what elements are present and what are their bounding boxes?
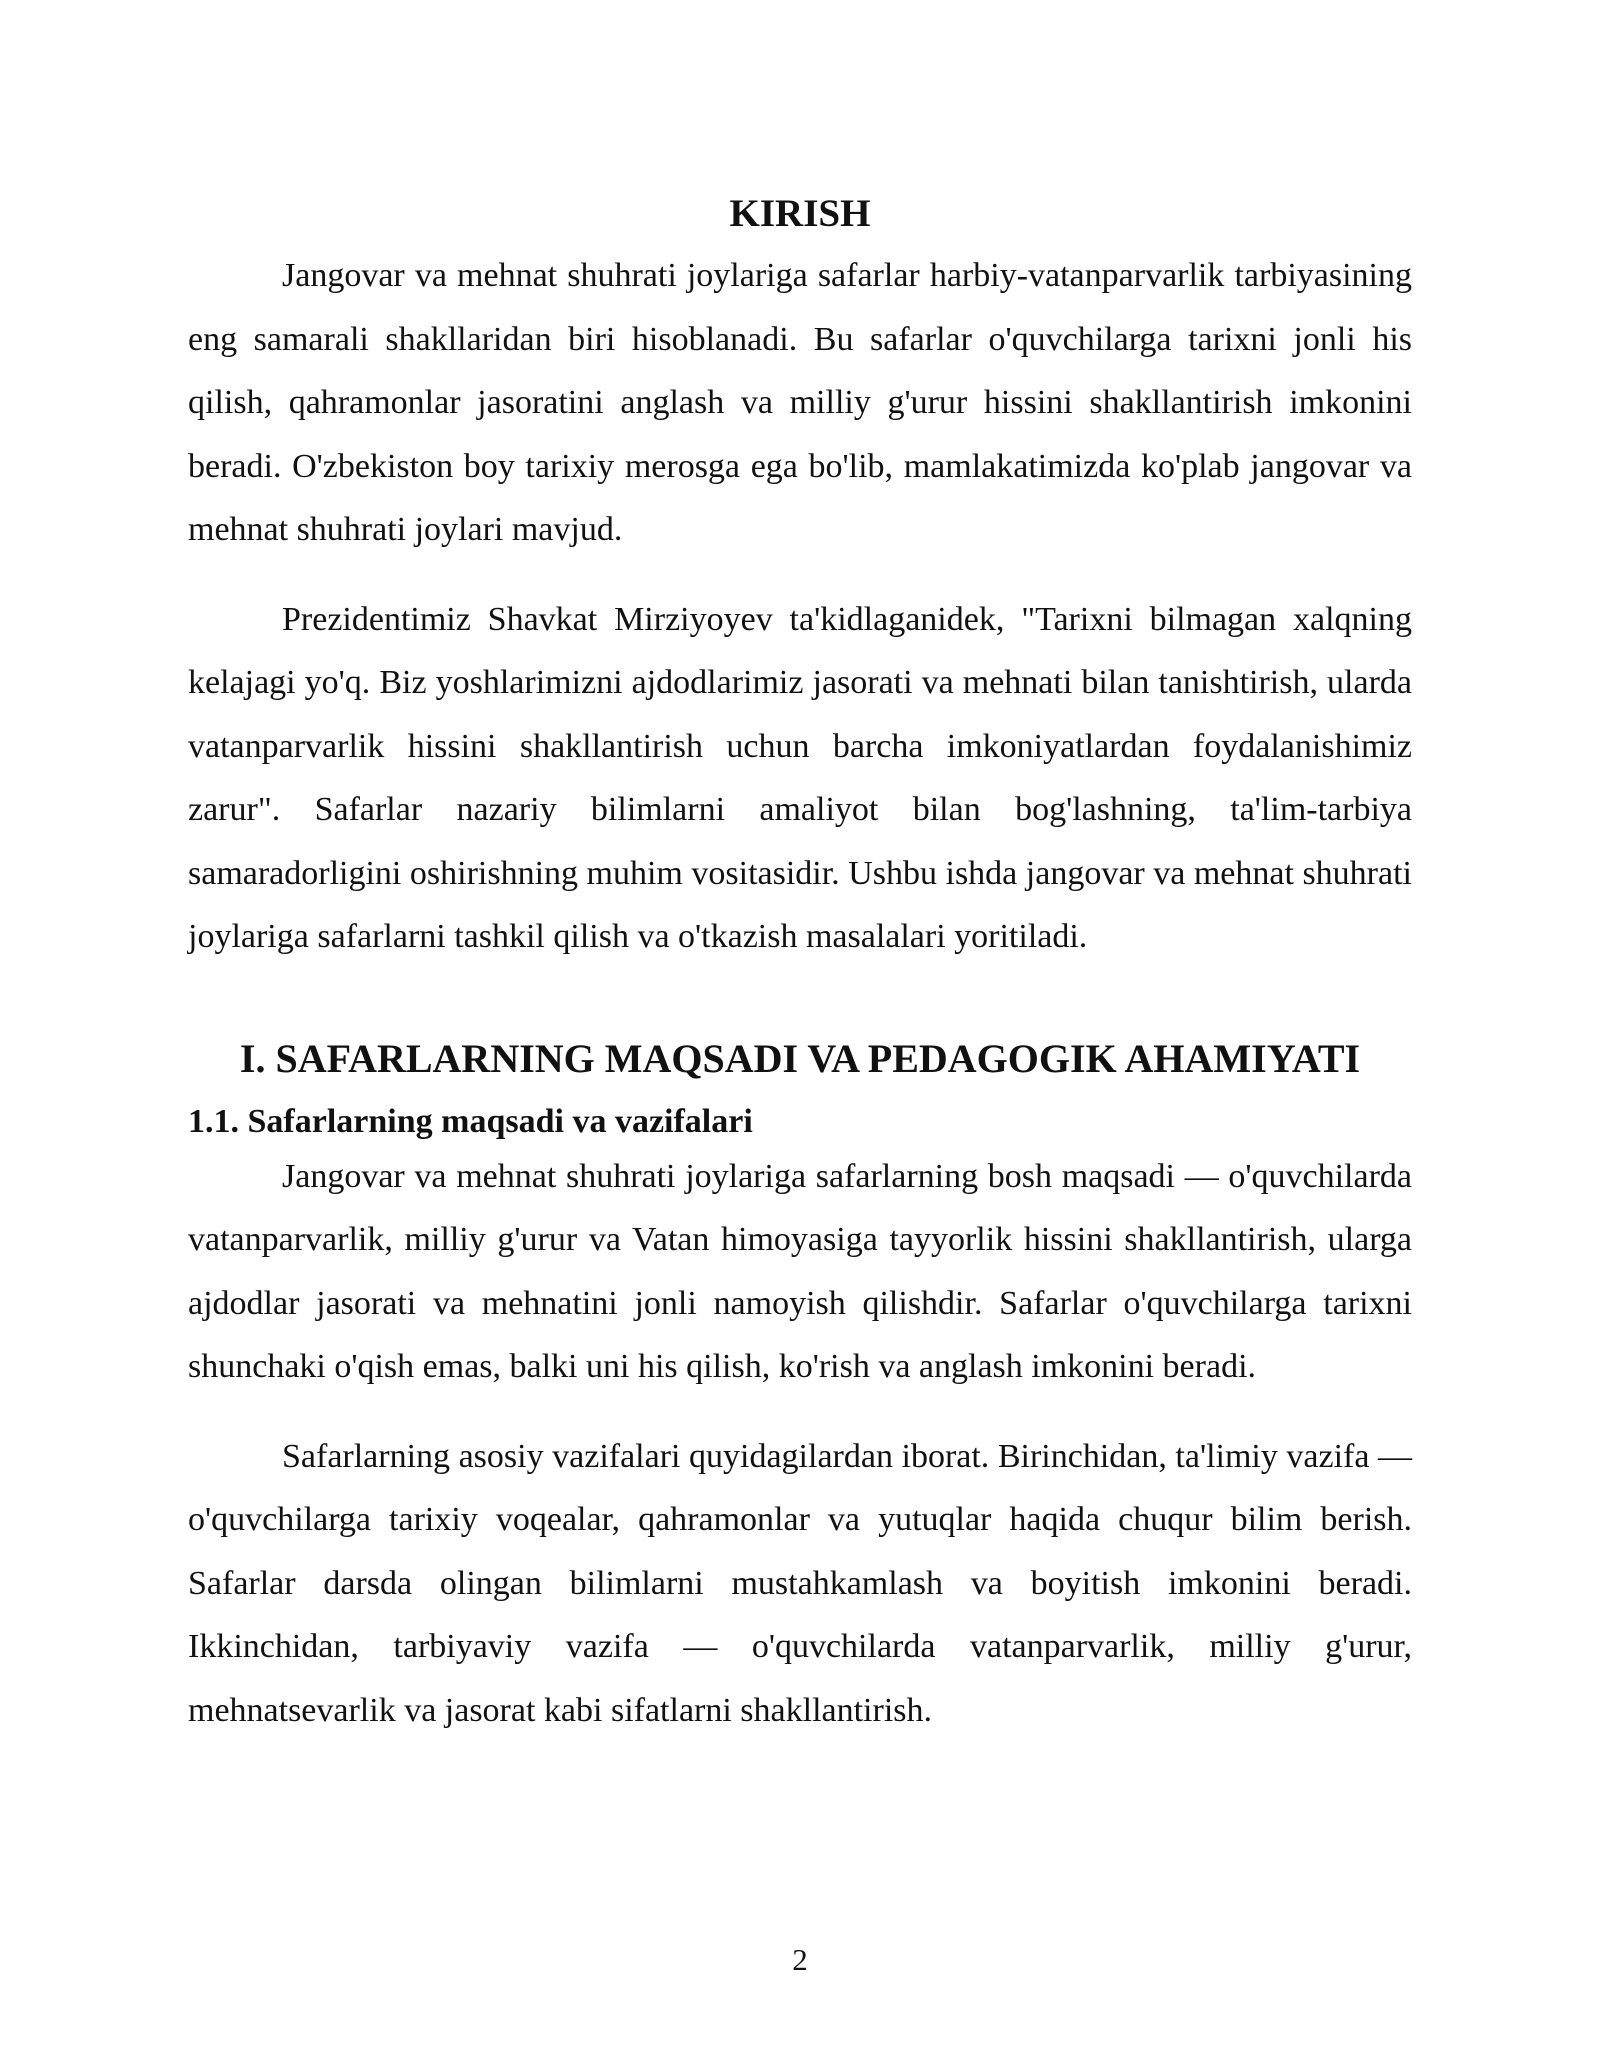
paragraph-spacer — [188, 562, 1412, 588]
intro-paragraph-1: Jangovar va mehnat shuhrati joylariga safarlar harbiy-vatanparvarlik tarbiyasining eng samarali shakllaridan biri hisoblanadi. Bu safarlar o'quvchilarga tarixni jonli his qilish, qahramonlar jasoratini anglash va milliy g'urur hissini shakllantirish imkonini beradi. O'zbekiston boy tarixiy merosga ega bo'lib, mamlakatimizda ko'plab jangovar va mehnat shuhrati joylari mavjud. — [188, 257, 1412, 548]
section-paragraph-1: Jangovar va mehnat shuhrati joylariga safarlarning bosh maqsadi — o'quvchilarda vatanparvarlik, milliy g'urur va Vatan himoyasiga tayyorlik hissini shakllantirish, ularga ajdodlar jasorati va mehnatini jonli namoyish qilishdir. Safarlar o'quvchilarga tarixni shunchaki o'qish emas, balki uni his qilish, ko'rish va anglash imkonini beradi. — [188, 1157, 1412, 1385]
intro-paragraph-2: Prezidentimiz Shavkat Mirziyoyev ta'kidlaganidek, "Tarixni bilmagan xalqning kelajagi yo'q. Biz yoshlarimizni ajdodlarimiz jasorati va mehnati bilan tanishtirish, ularda vatanparvarlik hissini shakllantirish uchun barcha imkoniyatlardan foydalanishimiz zarur". Safarlar nazariy bilimlarni amaliyot bilan bog'lashning, ta'lim-tarbiya samaradorligini oshirishning muhim vositasidir. Ushbu ishda jangovar va mehnat shuhrati joylariga safarlarni tashkil qilish va o'tkazish masalalari yoritiladi. — [188, 600, 1412, 955]
section-paragraph-2: Safarlarning asosiy vazifalari quyidagilardan iborat. Birinchidan, ta'limiy vazifa — o'quvchilarga tarixiy voqealar, qahramonlar va yutuqlar haqida chuqur bilim berish. Safarlar darsda olingan bilimlarni mustahkamlash va boyitish imkonini beradi. Ikkinchidan, tarbiyaviy vazifa — o'quvchilarda vatanparvarlik, milliy g'urur, mehnatsevarlik va jasorat kabi sifatlarni shakllantirish. — [188, 1437, 1412, 1729]
section-title: I. SAFARLARNING MAQSADI VA PEDAGOGIK AHAMIYATI — [239, 1035, 1361, 1081]
paragraph-spacer — [188, 1399, 1412, 1425]
intro-title: KIRISH — [729, 192, 871, 235]
subsection-title: 1.1. Safarlarning maqsadi va vazifalari — [188, 1102, 753, 1140]
page-number: 2 — [792, 1942, 808, 1977]
document-page — [188, 188, 1412, 1742]
